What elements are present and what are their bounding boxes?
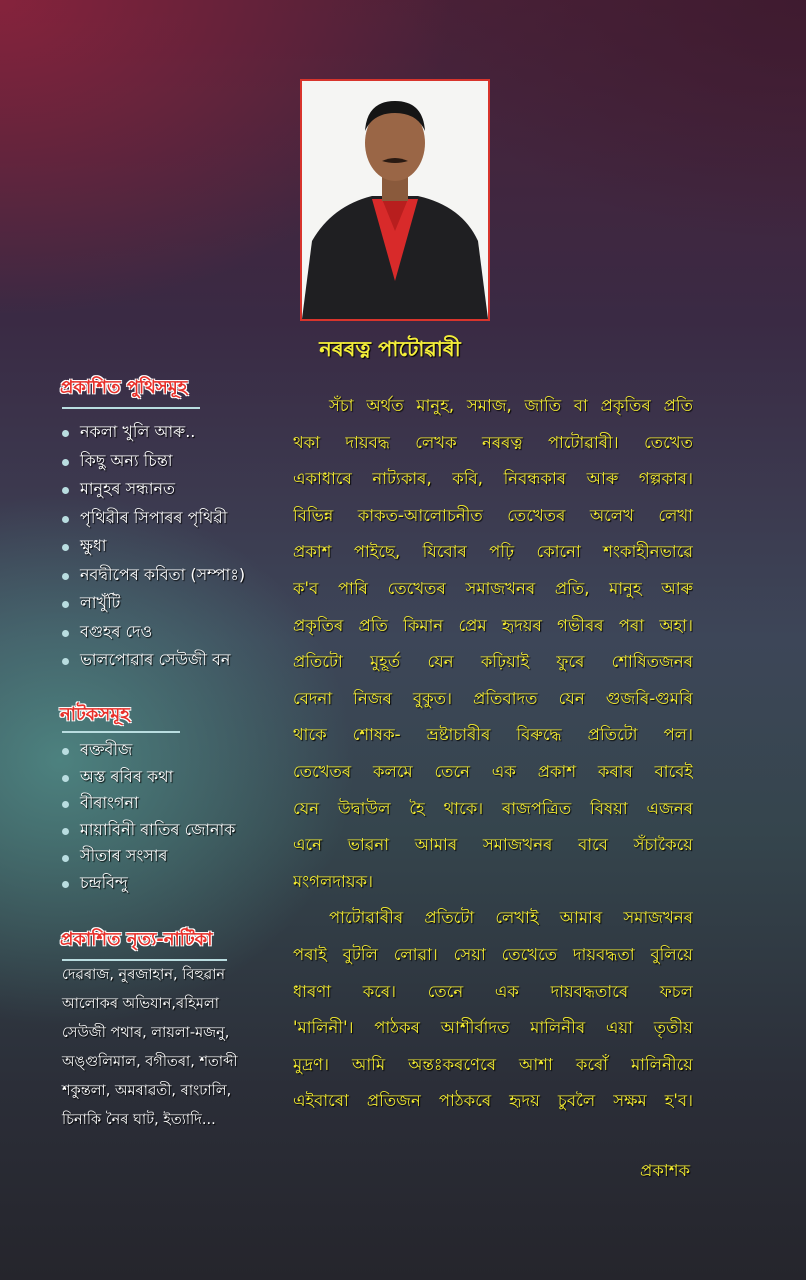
text-line: প্ৰতিটো মুহূৰ্ত যেন কঢ়িয়াই ফুৰে শোষিতজনৰ	[293, 652, 693, 672]
list-item	[60, 504, 245, 533]
text-line: মুদ্ৰণ। আমি অন্তঃকৰণেৰে আশা কৰোঁ মালিনীয়ে	[293, 1054, 693, 1074]
bullet-icon	[62, 828, 69, 835]
bullet-icon	[62, 801, 69, 808]
item-label: ক্ষুধা	[80, 536, 107, 555]
dance-dramas-heading: প্ৰকাশিত নৃত্য-নাটিকা	[60, 929, 213, 950]
text-line: আলোকৰ অভিযান,ৰহিমলা	[62, 996, 219, 1012]
text-line: থকা দায়বদ্ধ লেখক নৰৰত্ন পাটোৱাৰী। তেখেত	[293, 432, 693, 452]
item-label: মায়াবিনী ৰাতিৰ জোনাক	[80, 819, 236, 839]
list-item	[60, 790, 235, 817]
text-line: পৰাই বুটলি লোৱা। সেয়া তেখেতে দায়বদ্ধতা বুলিয়ে	[293, 944, 693, 964]
list-item	[60, 475, 245, 504]
item-label: ৰক্তবীজ	[80, 740, 133, 759]
publisher-signature: প্ৰকাশক	[640, 1161, 690, 1180]
blurb-paragraph	[293, 388, 693, 1120]
text-line: পাটোৱাৰীৰ প্ৰতিটো লেখাই আমাৰ সমাজখনৰ	[329, 908, 693, 928]
published-books-list	[60, 418, 245, 675]
item-label: নকলা খুলি আৰু..	[80, 422, 196, 441]
item-label: কিছু অন্য চিন্তা	[80, 450, 173, 470]
list-item	[60, 532, 245, 561]
text-line: ধাৰণা কৰে। তেনে এক দায়বদ্ধতাৰে ফচল	[293, 981, 693, 1001]
bullet-icon	[62, 855, 69, 862]
bullet-icon	[62, 881, 69, 888]
item-label: সীতাৰ সংসাৰ	[80, 846, 168, 866]
list-item	[60, 618, 245, 647]
bullet-icon	[62, 658, 69, 665]
author-photo	[300, 79, 490, 321]
author-name: নৰৰত্ন পাটোৱাৰী	[319, 337, 461, 361]
bullet-icon	[62, 573, 69, 580]
list-item	[60, 646, 245, 675]
bullet-icon	[62, 430, 69, 437]
bullet-icon	[62, 459, 69, 466]
text-line: চিনাকি নৈৰ ঘাট, ইত্যাদি...	[62, 1112, 216, 1128]
list-item	[60, 561, 245, 590]
item-label: অস্ত ৰবিৰ কথা	[80, 766, 174, 786]
item-label: ভালপোৱাৰ সেউজী বন	[80, 650, 231, 669]
text-line: তেখেতৰ কলমে তেনে এক প্ৰকাশ কৰাৰ বাবেই	[293, 761, 693, 781]
bullet-icon	[62, 601, 69, 608]
text-line: অঙ্গুলিমাল, বগীতৰা, শতাব্দী	[62, 1054, 238, 1070]
bullet-icon	[62, 516, 69, 523]
text-line: থাকে শোষক- ভ্ৰষ্টাচাৰীৰ বিৰুদ্ধে প্ৰতিটো পল।	[293, 725, 693, 745]
divider	[62, 407, 200, 409]
text-line: প্ৰকৃতিৰ প্ৰতি কিমান প্ৰেম হৃদয়ৰ গভীৰৰ পৰা অহা।	[293, 615, 693, 635]
list-item	[60, 764, 235, 791]
text-line: মংগলদায়ক।	[293, 871, 373, 891]
list-item	[60, 817, 235, 844]
bullet-icon	[62, 775, 69, 782]
text-line: বেদনা নিজৰ বুকুত। প্ৰতিবাদত যেন গুজৰি-গুমৰি	[293, 688, 693, 708]
item-label: পৃথিৱীৰ সিপাৰৰ পৃথিৱী	[80, 507, 228, 527]
published-books-heading: প্ৰকাশিত পুথিসমূহ	[60, 377, 188, 398]
list-item	[60, 870, 235, 897]
item-label: লাখুঁটি	[80, 593, 121, 612]
bullet-icon	[62, 544, 69, 551]
list-item	[60, 447, 245, 476]
list-item	[60, 418, 245, 447]
divider	[62, 731, 180, 733]
bullet-icon	[62, 630, 69, 637]
plays-heading: নাটকসমূহ	[60, 704, 130, 725]
list-item	[60, 737, 235, 764]
text-line: দেৱৰাজ, নুৰজাহান, বিহুৱান	[62, 967, 226, 983]
text-line: ক'ব পাৰি তেখেতৰ সমাজখনৰ প্ৰতি, মানুহ আৰু	[293, 578, 693, 598]
text-line: একাধাৰে নাট্যকাৰ, কবি, নিবন্ধকাৰ আৰু গল্পকাৰ।	[293, 469, 693, 489]
list-item	[60, 843, 235, 870]
text-line: সঁচা অৰ্থত মানুহ, সমাজ, জাতি বা প্ৰকৃতিৰ প্ৰতি	[329, 396, 693, 415]
item-label: বীৰাংগনা	[80, 793, 139, 813]
item-label: চন্দ্ৰবিন্দু	[80, 872, 128, 892]
dance-dramas-text	[62, 961, 237, 1135]
text-line: বিভিন্ন কাকত-আলোচনীত তেখেতৰ অলেখ লেখা	[293, 505, 693, 525]
plays-list	[60, 737, 235, 897]
bullet-icon	[62, 487, 69, 494]
text-line: যেন উদ্বাউল হৈ থাকে। ৰাজপত্ৰিত বিষয়া এজনৰ	[293, 798, 693, 818]
item-label: নবদ্বীপেৰ কবিতা (সম্পাঃ)	[80, 564, 246, 584]
item-label: মানুহৰ সন্ধানত	[80, 479, 176, 498]
text-line: এনে ভাৱনা আমাৰ সমাজখনৰ বাবে সঁচাকৈয়ে	[293, 835, 693, 855]
text-line: 'মালিনী'। পাঠকৰ আশীৰ্বাদত মালিনীৰ এয়া তৃতীয়	[293, 1018, 693, 1038]
list-item	[60, 589, 245, 618]
text-line: শকুন্তলা, অমৰাৱতী, ৰাংঢালি,	[62, 1083, 232, 1099]
text-line: সেউজী পথাৰ, লায়লা-মজনু,	[62, 1025, 230, 1041]
bullet-icon	[62, 748, 69, 755]
text-line: প্ৰকাশ পাইছে, যিবোৰ পঢ়ি কোনো শংকাহীনভাৱে	[293, 542, 693, 562]
item-label: বগুহৰ দেও	[80, 621, 153, 641]
text-line: এইবাৰো প্ৰতিজন পাঠকৰে হৃদয় চুবলৈ সক্ষম হ'ব।	[293, 1091, 693, 1111]
